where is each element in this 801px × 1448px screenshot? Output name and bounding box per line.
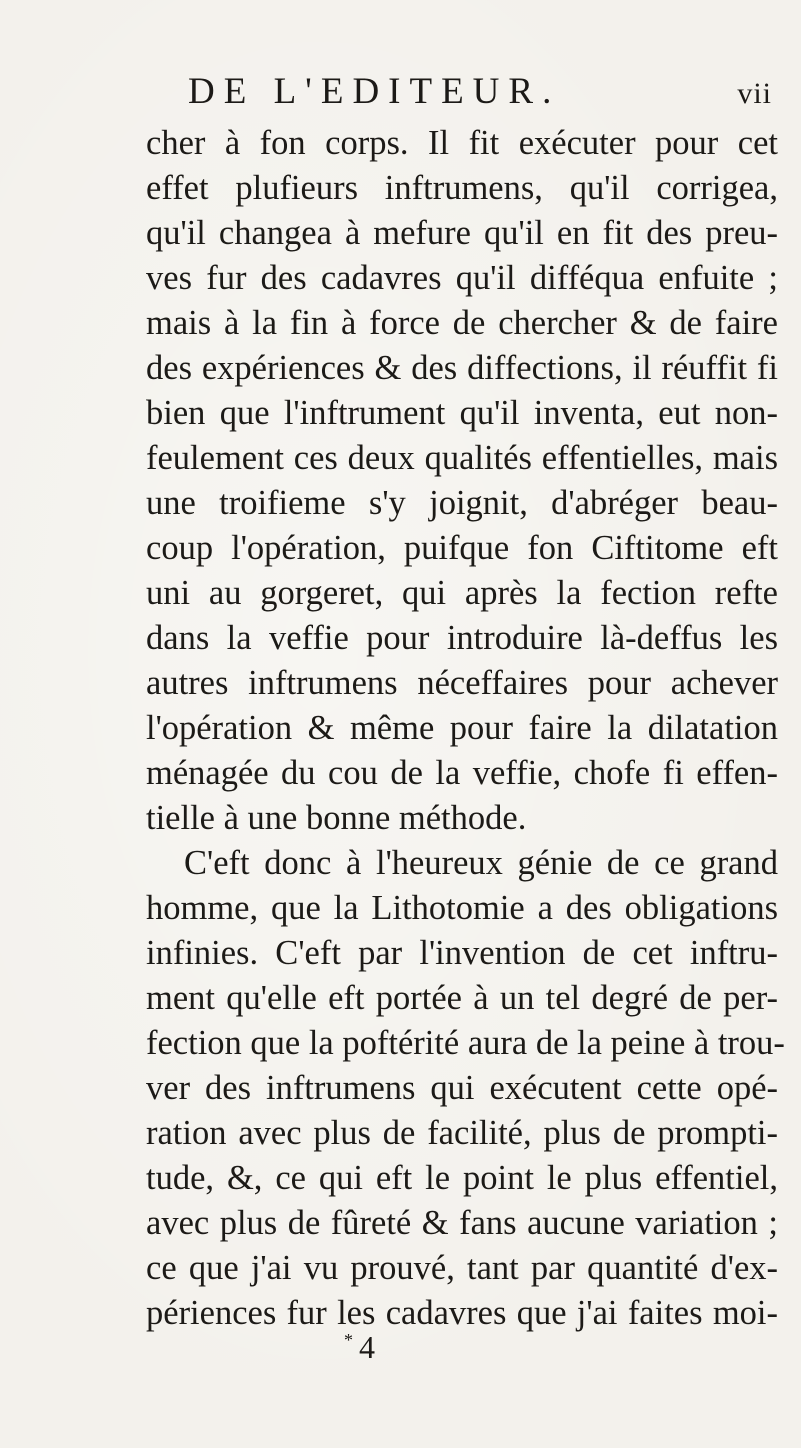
text-line: ment qu'elle eft portée à un tel degré de per- xyxy=(146,979,778,1017)
text-line: autres inftrumens néceffaires pour achever xyxy=(146,664,778,702)
text-line: infinies. C'eft par l'invention de cet inftru- xyxy=(146,934,778,972)
asterisk-mark: * xyxy=(344,1330,353,1350)
text-line: effet plufieurs inftrumens, qu'il corrigea, xyxy=(146,169,778,207)
running-head-title: DE L'EDITEUR. xyxy=(188,71,561,112)
text-line: C'eft donc à l'heureux génie de ce grand xyxy=(184,844,778,882)
text-line: avec plus de fûreté & fans aucune variation ; xyxy=(146,1204,778,1242)
text-line: tielle à une bonne méthode. xyxy=(146,799,527,837)
text-line: feulement ces deux qualités effentielles, mais xyxy=(146,439,778,477)
running-head xyxy=(188,70,772,114)
text-line: mais à la fin à force de chercher & de faire xyxy=(146,304,778,342)
text-line: l'opération & même pour faire la dilatation xyxy=(146,709,778,747)
page-number: vii xyxy=(737,77,772,110)
text-line: tude, &, ce qui eft le point le plus effentiel, xyxy=(146,1159,778,1197)
text-line: bien que l'inftrument qu'il inventa, eut non- xyxy=(146,394,778,432)
text-line: des expériences & des diffections, il réuffit fi xyxy=(146,349,778,387)
text-line: coup l'opération, puifque fon Ciftitome eft xyxy=(146,529,778,567)
text-line: ver des inftrumens qui exécutent cette opé- xyxy=(146,1069,778,1107)
text-line: une troifieme s'y joignit, d'abréger beau- xyxy=(146,484,778,522)
text-line: uni au gorgeret, qui après la fection refte xyxy=(146,574,778,612)
text-line: ves fur des cadavres qu'il difféqua enfuite ; xyxy=(146,259,778,297)
signature-mark xyxy=(344,1320,375,1367)
text-line: homme, que la Lithotomie a des obligations xyxy=(146,889,778,927)
text-line: fection que la poftérité aura de la peine à trou- xyxy=(146,1024,785,1062)
body-text xyxy=(0,118,801,1348)
text-line: dans la veffie pour introduire là-deffus les xyxy=(146,619,778,657)
text-line: cher à fon corps. Il fit exécuter pour cet xyxy=(146,124,778,162)
text-line: ce que j'ai vu prouvé, tant par quantité d'ex- xyxy=(146,1249,778,1287)
text-line: qu'il changea à mefure qu'il en fit des preu- xyxy=(146,214,778,252)
text-line: périences fur les cadavres que j'ai faites moi- xyxy=(146,1294,778,1332)
text-line: ménagée du cou de la veffie, chofe fi effen- xyxy=(146,754,778,792)
signature-number: 4 xyxy=(359,1329,375,1365)
text-line: ration avec plus de facilité, plus de prompti- xyxy=(146,1114,778,1152)
